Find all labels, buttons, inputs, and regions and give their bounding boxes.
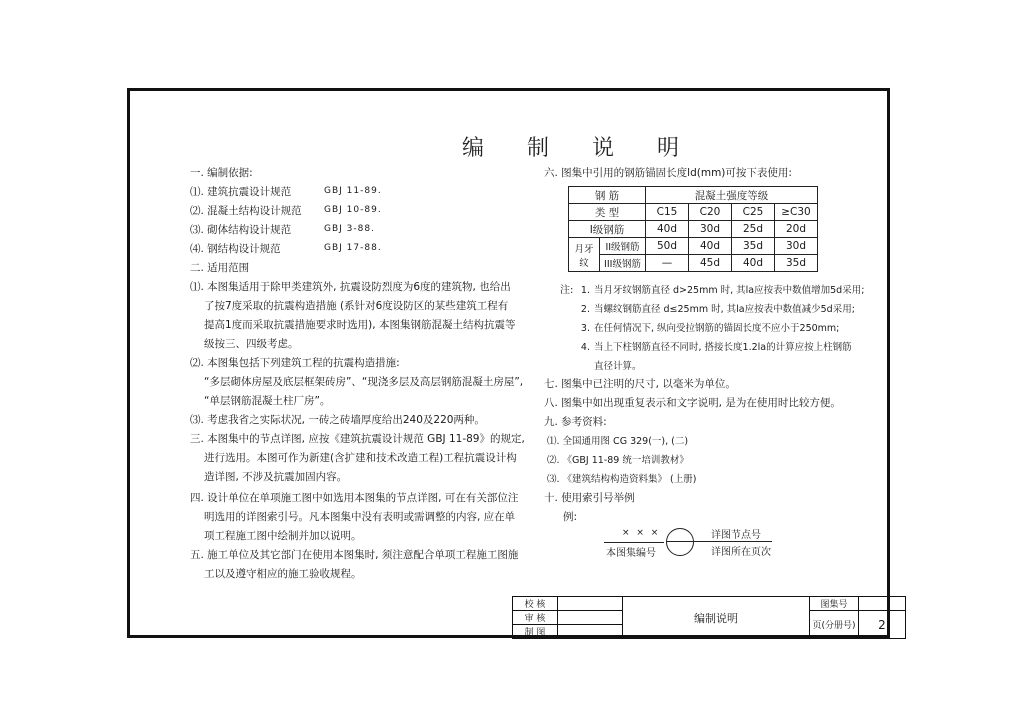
note-2	[570, 300, 855, 319]
note-text: 在任何情况下, 纵向受拉钢筋的锚固长度不应小于250mm;	[594, 323, 840, 334]
section-6-heading: 六. 图集中引用的钢筋锚固长度ld(mm)可按下表使用:	[544, 167, 792, 179]
note-text: 直径计算。	[594, 361, 642, 372]
note-3	[570, 319, 839, 338]
grade-c25: C25	[732, 204, 775, 221]
title-block-review-label: 审 核	[513, 611, 558, 625]
index-circle-divider	[666, 541, 694, 542]
table-cell: 25d	[732, 221, 775, 238]
index-circle	[666, 528, 694, 556]
page-number: 2	[859, 611, 906, 639]
row-label-grade2: II级钢筋	[600, 238, 646, 255]
grade-c15: C15	[646, 204, 689, 221]
title-block-check-label: 校 核	[513, 597, 558, 611]
scope-p3: ⑶. 考虑我省之实际状况, 一砖之砖墙厚度给出240及220两种。	[190, 414, 485, 426]
title-block-drawn-label: 制 图	[513, 625, 558, 639]
section-8: 八. 图集中如出现重复表示和文字说明, 是为在使用时比较方便。	[544, 397, 841, 409]
reference-2: ⑵. 《GBJ 11-89 统一培训教材》	[547, 455, 689, 466]
signature-review	[558, 611, 623, 625]
grade-c30: ≥C30	[775, 204, 818, 221]
table-cell: 20d	[775, 221, 818, 238]
index-leader-line	[692, 541, 772, 542]
anchorage-length-table	[568, 186, 818, 272]
note-number: 3.	[580, 323, 590, 334]
drawing-name: 编制说明	[623, 597, 810, 639]
basis-item-3: ⑶. 砌体结构设计规范	[190, 224, 292, 236]
scope-p2-line-3: “单层钢筋混凝土柱厂房”。	[204, 395, 331, 407]
basis-code-4: GBJ 17-88.	[324, 243, 382, 253]
table-cell: 40d	[732, 255, 775, 272]
atlas-number-value	[859, 597, 906, 611]
scope-p2-line-2: “多层砌体房屋及底层框架砖房”、“现浇多层及高层钢筋混凝土房屋”,	[204, 376, 524, 388]
row-group-crescent: 月牙纹	[569, 238, 600, 272]
page-label: 页(分册号)	[810, 611, 859, 639]
table-cell: 30d	[689, 221, 732, 238]
table-header-grade: 混凝土强度等级	[646, 187, 818, 204]
grade-c20: C20	[689, 204, 732, 221]
table-header-type: 类 型	[569, 204, 646, 221]
section-4-line-2: 明选用的详图索引号。凡本图集中没有表明或需调整的内容, 应在单	[204, 511, 516, 523]
basis-item-1: ⑴. 建筑抗震设计规范	[190, 186, 292, 198]
detail-page-label: 详图所在页次	[711, 547, 771, 558]
detail-number-label: 详图节点号	[711, 530, 761, 541]
example-atlas-label: 本图集编号	[606, 548, 656, 559]
notes-heading: 注:	[560, 285, 574, 296]
note-text: 当月牙纹钢筋直径 d>25mm 时, 其la应按表中数值增加5d采用;	[594, 285, 865, 296]
table-cell: 45d	[689, 255, 732, 272]
table-cell: 40d	[689, 238, 732, 255]
row-label-grade1: I级钢筋	[569, 221, 646, 238]
section-5-line-2: 工以及遵守相应的施工验收规程。	[204, 568, 362, 580]
section-4-line-3: 项工程施工图中绘制并加以说明。	[204, 530, 362, 542]
section-4-line-1: 四. 设计单位在单项施工图中如选用本图集的节点详图, 可在有关部位注	[190, 492, 519, 504]
scope-p1-line-3: 提高1度而采取抗震措施要求时选用), 本图集钢筋混凝土结构抗震等	[204, 319, 516, 331]
signature-drawn	[558, 625, 623, 639]
table-cell: 30d	[775, 238, 818, 255]
scope-p2-line-1: ⑵. 本图集包括下列建筑工程的抗震构造措施:	[190, 357, 400, 369]
note-number: 1.	[580, 285, 590, 296]
example-atlas-marks: × × ×	[622, 528, 661, 538]
row-label-grade3: III级钢筋	[600, 255, 646, 272]
section-3-line-2: 进行选用。本图可作为新建(含扩建和技术改造工程)工程抗震设计构	[204, 452, 517, 464]
example-underline	[604, 542, 664, 543]
section-basis-heading: 一. 编制依据:	[190, 167, 253, 179]
section-7: 七. 图集中已注明的尺寸, 以毫米为单位。	[544, 378, 736, 390]
scope-p1-line-4: 级按三、四级考虑。	[204, 338, 299, 350]
basis-code-1: GBJ 11-89.	[324, 186, 382, 196]
table-cell: 50d	[646, 238, 689, 255]
basis-item-4: ⑷. 钢结构设计规范	[190, 243, 281, 255]
atlas-number-label: 图集号	[810, 597, 859, 611]
basis-code-3: GBJ 3-88.	[324, 224, 375, 234]
note-1	[570, 281, 864, 300]
reference-1: ⑴. 全国通用图 CG 329(一), (二)	[547, 436, 689, 447]
scope-p1-line-2: 了按7度采取的抗震构造措施 (系针对6度设防区的某些建筑工程有	[204, 300, 509, 312]
section-3-line-1: 三. 本图集中的节点详图, 应按《建筑抗震设计规范 GBJ 11-89》的规定,	[190, 433, 525, 445]
page-title: 编 制 说 明	[462, 136, 697, 161]
section-10: 十. 使用索引号举例	[544, 492, 635, 504]
table-cell: —	[646, 255, 689, 272]
section-scope-heading: 二. 适用范围	[190, 262, 250, 274]
note-number: 2.	[580, 304, 590, 315]
table-cell: 35d	[732, 238, 775, 255]
note-text: 当螺纹钢筋直径 d≤25mm 时, 其la应按表中数值减少5d采用;	[594, 304, 855, 315]
signature-check	[558, 597, 623, 611]
basis-item-2: ⑵. 混凝土结构设计规范	[190, 205, 302, 217]
title-block	[512, 596, 906, 639]
note-4-cont	[570, 357, 642, 376]
table-cell: 35d	[775, 255, 818, 272]
table-header-rebar: 钢 筋	[569, 187, 646, 204]
note-4	[570, 338, 852, 357]
reference-3: ⑶. 《建筑结构构造资料集》 (上册)	[547, 474, 697, 485]
basis-code-2: GBJ 10-89.	[324, 205, 382, 215]
section-9-heading: 九. 参考资料:	[544, 416, 607, 428]
table-cell: 40d	[646, 221, 689, 238]
example-label: 例:	[563, 511, 578, 523]
section-5-line-1: 五. 施工单位及其它部门在使用本图集时, 须注意配合单项工程施工图施	[190, 549, 519, 561]
scope-p1-line-1: ⑴. 本图集适用于除甲类建筑外, 抗震设防烈度为6度的建筑物, 也给出	[190, 281, 511, 293]
section-3-line-3: 造详图, 不涉及抗震加固内容。	[204, 471, 348, 483]
note-text: 当上下柱钢筋直径不同时, 搭接长度1.2la的计算应按上柱钢筋	[594, 342, 852, 353]
note-number: 4.	[580, 342, 590, 353]
